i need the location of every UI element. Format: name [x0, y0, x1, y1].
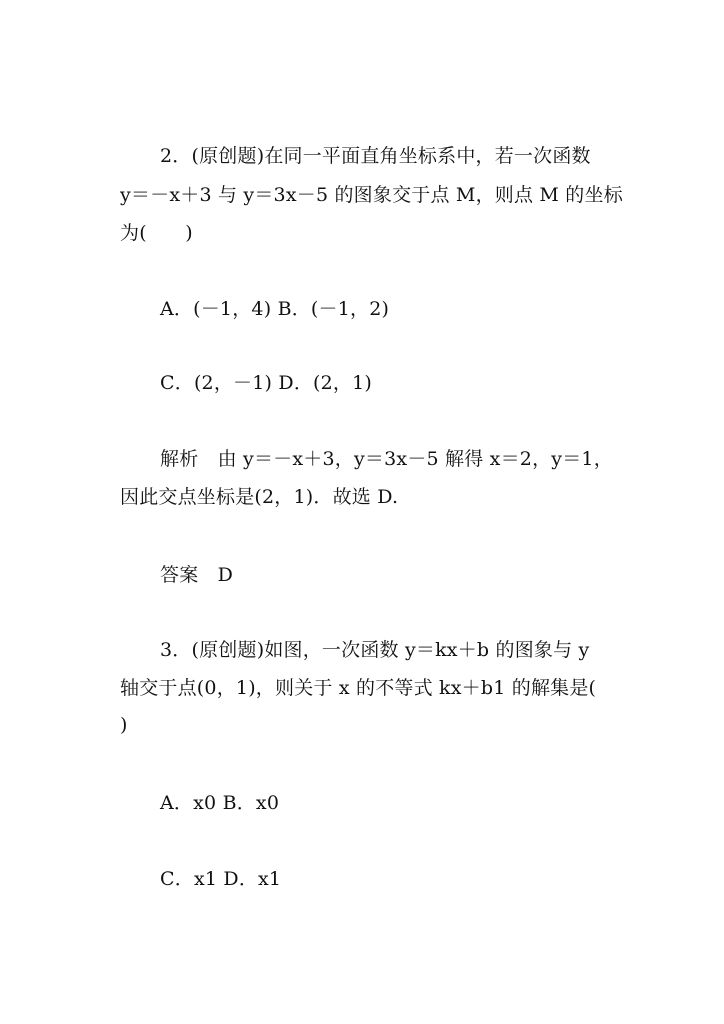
- question-3-line-1: 3．(原创题)如图，一次函数 y＝kx＋b 的图象与 y: [160, 639, 590, 661]
- question-2-options-cd: C．(2，－1) D．(2，1): [160, 372, 373, 394]
- question-3-options-ab: A．x0 B．x0: [160, 792, 280, 814]
- question-2-analysis-line-2: 因此交点坐标是(2，1)．故选 D.: [120, 486, 399, 508]
- question-2-line-2: y＝－x＋3 与 y＝3x－5 的图象交于点 M，则点 M 的坐标: [120, 184, 623, 206]
- question-2-answer: 答案 D: [160, 564, 234, 586]
- question-3-line-3: ): [120, 714, 128, 736]
- question-2-analysis-line-1: 解析 由 y＝－x＋3，y＝3x－5 解得 x＝2，y＝1，: [160, 448, 613, 470]
- question-3-options-cd: C．x1 D．x1: [160, 868, 282, 890]
- question-2-options-ab: A．(－1，4) B．(－1，2): [160, 298, 390, 320]
- question-2-line-1: 2．(原创题)在同一平面直角坐标系中，若一次函数: [160, 145, 591, 167]
- question-3-line-2: 轴交于点(0，1)，则关于 x 的不等式 kx＋b1 的解集是(: [120, 677, 597, 699]
- question-2-line-3: 为( ): [120, 222, 193, 244]
